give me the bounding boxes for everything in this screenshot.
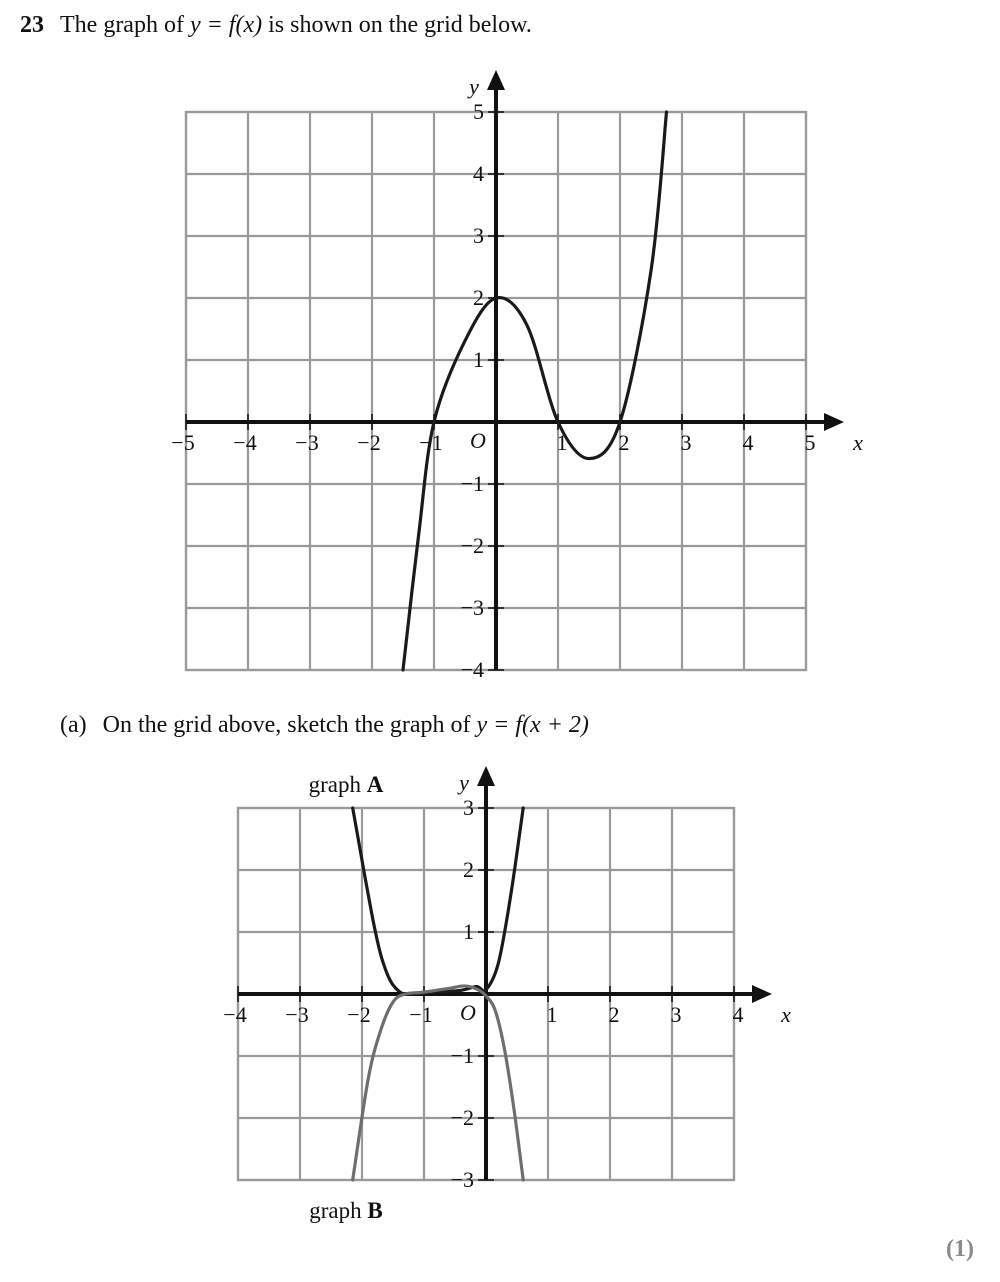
- origin-label: O: [460, 1000, 476, 1025]
- x-tick-label: 1: [556, 430, 568, 455]
- y-axis-label: y: [459, 770, 469, 795]
- y-tick-label: −2: [460, 533, 484, 558]
- x-tick-label: −1: [409, 1002, 433, 1027]
- y-tick-label: 1: [463, 919, 474, 944]
- part-a-question: [60, 712, 589, 739]
- y-tick-label: 1: [473, 347, 484, 372]
- x-tick-label: −3: [295, 430, 319, 455]
- x-tick-label: −4: [233, 430, 257, 455]
- y-tick-label: 3: [473, 223, 484, 248]
- y-axis-label: y: [469, 74, 479, 99]
- x-tick-label: 2: [618, 430, 630, 455]
- y-axis-arrowhead: [487, 70, 505, 90]
- y-axis-arrowhead: [477, 766, 495, 786]
- x-tick-label: 4: [742, 430, 754, 455]
- y-tick-label: 4: [473, 161, 484, 186]
- y-tick-label: −3: [460, 595, 484, 620]
- x-axis-arrowhead: [752, 985, 772, 1003]
- y-tick-label: 2: [463, 857, 474, 882]
- part-a-equation: y = f(x + 2): [476, 712, 589, 738]
- x-tick-label: −3: [285, 1002, 309, 1027]
- question-number: 23: [20, 12, 44, 38]
- x-tick-label: −4: [223, 1002, 247, 1027]
- question-header: [20, 12, 532, 39]
- x-tick-label: 3: [670, 1002, 682, 1027]
- x-tick-label: 4: [732, 1002, 744, 1027]
- question-equation: y = f(x): [189, 12, 263, 38]
- x-tick-label: −5: [171, 430, 195, 455]
- y-tick-label: −1: [460, 471, 484, 496]
- y-tick-label: −2: [450, 1105, 474, 1130]
- x-tick-label: 5: [804, 430, 816, 455]
- x-tick-label: 2: [608, 1002, 620, 1027]
- part-a-label: (a): [60, 712, 87, 738]
- x-axis-arrowhead: [824, 413, 844, 431]
- x-tick-label: −1: [419, 430, 443, 455]
- origin-label: O: [470, 428, 486, 453]
- x-tick-label: 1: [546, 1002, 558, 1027]
- cubic-graph-grid: [150, 60, 870, 700]
- y-tick-label: −4: [460, 657, 484, 682]
- x-tick-label: −2: [357, 430, 381, 455]
- y-tick-label: 3: [463, 795, 474, 820]
- graphs-a-b-grid: [210, 760, 810, 1230]
- graph-b-label: graph B: [309, 1198, 383, 1223]
- y-tick-label: −1: [450, 1043, 474, 1068]
- x-axis-label: x: [853, 430, 863, 455]
- x-tick-label: 3: [680, 430, 692, 455]
- graph-a-label: graph A: [308, 772, 384, 797]
- question-text-before: The graph of: [60, 12, 184, 38]
- question-text-after: is shown on the grid below.: [268, 12, 532, 38]
- y-tick-label: 5: [473, 99, 484, 124]
- x-tick-label: −2: [347, 1002, 371, 1027]
- x-axis-label: x: [781, 1002, 791, 1027]
- part-a-text: On the grid above, sketch the graph of: [102, 712, 471, 738]
- y-tick-label: 2: [473, 285, 484, 310]
- marks-label: (1): [946, 1236, 974, 1262]
- y-tick-label: −3: [450, 1167, 474, 1192]
